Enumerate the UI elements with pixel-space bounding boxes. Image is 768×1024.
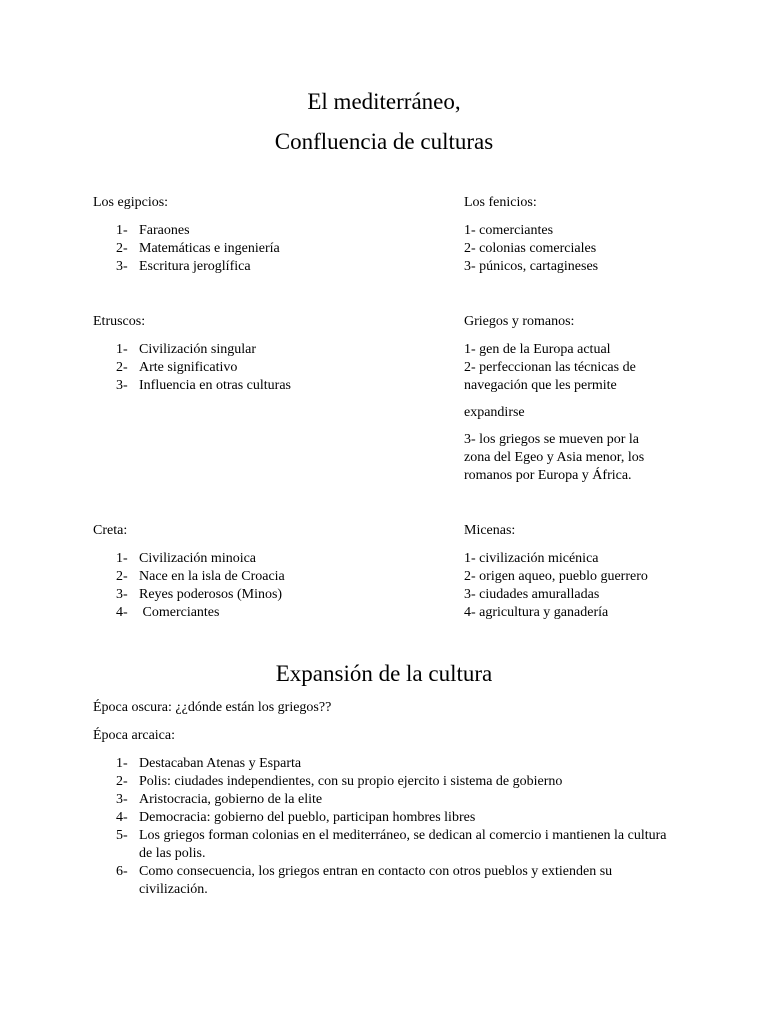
list-item: 1- comerciantes bbox=[464, 223, 554, 238]
section-heading: Micenas: bbox=[464, 523, 516, 538]
paragraph-line: zona del Egeo y Asia menor, los bbox=[464, 450, 645, 465]
list-item: 2- origen aqueo, pueblo guerrero bbox=[464, 569, 648, 584]
list-item bbox=[93, 240, 433, 258]
list-item bbox=[93, 755, 683, 773]
epoca-arcaica: Época arcaica: bbox=[93, 728, 175, 743]
list-text: Comerciantes bbox=[139, 605, 220, 620]
list-number: 1- bbox=[116, 223, 128, 238]
section-expansion bbox=[93, 699, 683, 899]
list-number: 6- bbox=[116, 864, 128, 879]
list-item bbox=[93, 791, 683, 809]
list-number: 1- bbox=[116, 342, 128, 357]
list-text: Escritura jeroglífica bbox=[139, 259, 251, 274]
paragraph-line: 2- perfeccionan las técnicas de bbox=[464, 360, 636, 375]
list-number: 3- bbox=[116, 792, 128, 807]
list-number: 2- bbox=[116, 360, 128, 375]
list-item bbox=[93, 863, 683, 899]
etruscos-list bbox=[93, 341, 433, 395]
page-title-line2: Confluencia de culturas bbox=[274, 129, 494, 154]
egipcios-list bbox=[93, 222, 433, 276]
list-item bbox=[93, 377, 433, 395]
list-text: Como consecuencia, los griegos entran en contacto con otros pueblos y extienden su civilización. bbox=[139, 864, 613, 897]
griegos-romanos-paragraph-2 bbox=[464, 404, 754, 422]
list-item: 3- púnicos, cartagineses bbox=[464, 259, 599, 274]
list-item bbox=[93, 809, 683, 827]
list-text: Matemáticas e ingeniería bbox=[139, 241, 280, 256]
section-fenicios bbox=[464, 194, 754, 276]
list-item bbox=[93, 258, 433, 276]
list-number: 5- bbox=[116, 828, 128, 843]
list-number: 1- bbox=[116, 551, 128, 566]
list-number: 3- bbox=[116, 587, 128, 602]
list-number: 3- bbox=[116, 378, 128, 393]
list-number: 4- bbox=[116, 810, 128, 825]
list-text: Democracia: gobierno del pueblo, participan hombres libres bbox=[139, 810, 476, 825]
section-heading: Los egipcios: bbox=[93, 195, 169, 210]
list-text: Polis: ciudades independientes, con su propio ejercito i sistema de gobierno bbox=[139, 774, 563, 789]
list-text: Aristocracia, gobierno de la elite bbox=[139, 792, 323, 807]
list-text: Los griegos forman colonias en el mediterráneo, se dedican al comercio i mantienen la cultura de las polis. bbox=[139, 828, 667, 861]
section-creta bbox=[93, 522, 433, 622]
list-item bbox=[93, 773, 683, 791]
list-number: 1- bbox=[116, 756, 128, 771]
list-item bbox=[93, 222, 433, 240]
section-micenas bbox=[464, 522, 754, 622]
expansion-list bbox=[93, 755, 683, 899]
list-item: 3- ciudades amuralladas bbox=[464, 587, 600, 602]
section-heading: Griegos y romanos: bbox=[464, 314, 575, 329]
section-etruscos bbox=[93, 313, 433, 395]
section-egipcios bbox=[93, 194, 433, 276]
list-item bbox=[93, 827, 683, 863]
section-griegos-romanos bbox=[464, 313, 754, 485]
list-number: 3- bbox=[116, 259, 128, 274]
paragraph-line: romanos por Europa y África. bbox=[464, 468, 632, 483]
list-item bbox=[93, 586, 433, 604]
list-text: Reyes poderosos (Minos) bbox=[139, 587, 283, 602]
list-item: 2- colonias comerciales bbox=[464, 241, 597, 256]
paragraph-line: 1- gen de la Europa actual bbox=[464, 342, 611, 357]
list-number: 2- bbox=[116, 569, 128, 584]
list-text: Civilización singular bbox=[139, 342, 257, 357]
micenas-list bbox=[464, 550, 754, 622]
list-text: Influencia en otras culturas bbox=[139, 378, 291, 393]
paragraph-line: 3- los griegos se mueven por la bbox=[464, 432, 639, 447]
section-heading: Los fenicios: bbox=[464, 195, 537, 210]
list-item bbox=[93, 604, 433, 622]
list-text: Destacaban Atenas y Esparta bbox=[139, 756, 302, 771]
list-item bbox=[93, 550, 433, 568]
section-heading: Creta: bbox=[93, 523, 128, 538]
section-title-expansion: Expansión de la cultura bbox=[275, 661, 493, 686]
list-item bbox=[93, 359, 433, 377]
list-text: Nace en la isla de Croacia bbox=[139, 569, 285, 584]
griegos-romanos-paragraph-1 bbox=[464, 341, 754, 395]
list-text: Civilización minoica bbox=[139, 551, 257, 566]
paragraph-line: expandirse bbox=[464, 405, 525, 420]
list-number: 4- bbox=[116, 605, 128, 620]
paragraph-line: navegación que les permite bbox=[464, 378, 617, 393]
page-title-line1: El mediterráneo, bbox=[307, 89, 461, 114]
creta-list bbox=[93, 550, 433, 622]
fenicios-list bbox=[464, 222, 754, 276]
list-number: 2- bbox=[116, 241, 128, 256]
list-number: 2- bbox=[116, 774, 128, 789]
griegos-romanos-paragraph-3 bbox=[464, 431, 754, 485]
list-item bbox=[93, 568, 433, 586]
list-text: Arte significativo bbox=[139, 360, 238, 375]
section-heading: Etruscos: bbox=[93, 314, 146, 329]
list-text: Faraones bbox=[139, 223, 190, 238]
list-item bbox=[93, 341, 433, 359]
epoca-oscura: Época oscura: ¿¿dónde están los griegos?? bbox=[93, 700, 332, 715]
list-item: 1- civilización micénica bbox=[464, 551, 599, 566]
list-item: 4- agricultura y ganadería bbox=[464, 605, 609, 620]
